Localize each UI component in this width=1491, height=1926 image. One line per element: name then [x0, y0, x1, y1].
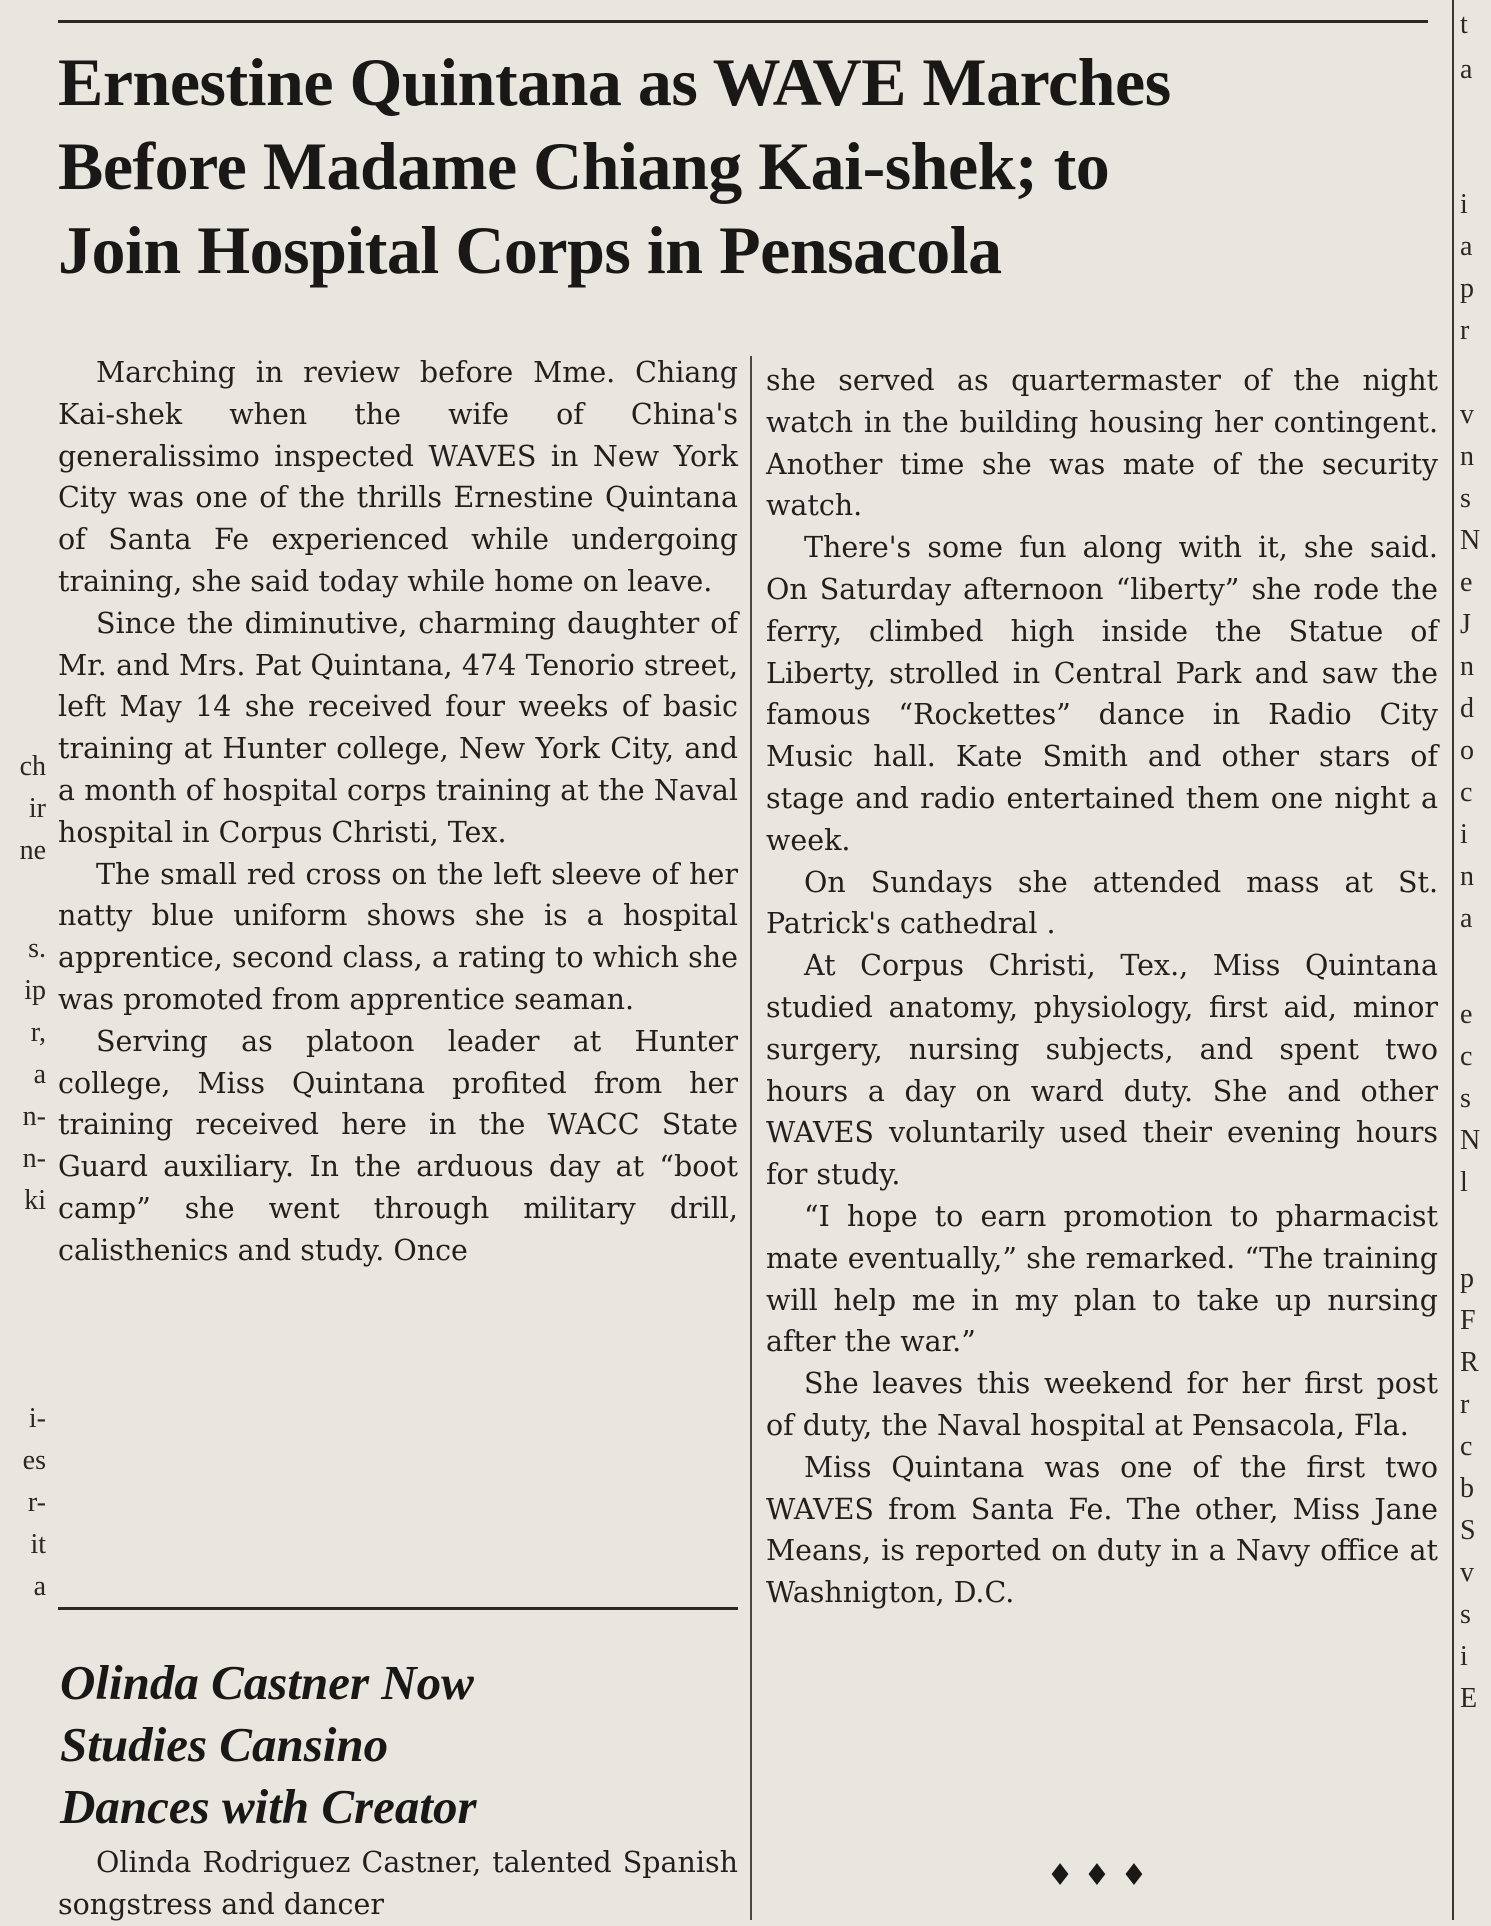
second-article-body	[58, 1842, 738, 1926]
fragment-text: ch	[19, 751, 46, 782]
fragment-text: s.	[28, 933, 46, 964]
fragment-text: i	[1460, 1641, 1468, 1672]
fragment-text: a	[33, 1571, 46, 1602]
article-right-column	[766, 360, 1438, 1614]
subhead-line: Olinda Castner Now	[60, 1655, 474, 1710]
fragment-text: b	[1460, 1473, 1474, 1504]
fragment-text: i	[1460, 189, 1468, 220]
fragment-text: ne	[19, 835, 46, 866]
fragment-text: n-	[22, 1143, 46, 1174]
fragment-text: i	[1460, 819, 1468, 850]
fragment-text: v	[1460, 399, 1474, 430]
left-column-fragments	[0, 0, 52, 1920]
second-article-headline	[60, 1652, 740, 1838]
fragment-text: n	[1460, 441, 1474, 472]
fragment-text: n	[1460, 861, 1474, 892]
article-paragraph: Marching in review before Mme. Chiang Kai-shek when the wife of China's generalissimo inspected WAVES in New York City was one of the thrills Ernestine Quintana of Santa Fe experienced while undergoing training, she said today while home on leave.	[58, 356, 738, 598]
fragment-text: v	[1460, 1557, 1474, 1588]
article-paragraph: The small red cross on the left sleeve of her natty blue uniform shows she is a hospital apprentice, second class, a rating to which she was promoted from apprentice seaman.	[58, 857, 738, 1016]
fragment-text: c	[1460, 1431, 1473, 1462]
fragment-text: F	[1460, 1305, 1476, 1336]
fragment-text: es	[22, 1445, 46, 1476]
section-rule	[58, 1607, 738, 1610]
fragment-text: r	[1460, 1389, 1470, 1420]
fragment-text: r,	[30, 1017, 46, 1048]
fragment-text: c	[1460, 1041, 1473, 1072]
article-left-column	[58, 352, 738, 1272]
fragment-text: ir	[28, 793, 46, 824]
article-paragraph: “I hope to earn promotion to pharmacist mate eventually,” she remarked. “The training will help me in my plan to take up nursing after the war.”	[766, 1199, 1438, 1359]
fragment-text: r-	[27, 1487, 46, 1518]
article-paragraph: Miss Quintana was one of the first two WAVES from Santa Fe. The other, Miss Jane Means, is reported on duty in a Navy office at Washnigton, D.C.	[766, 1450, 1438, 1610]
article-paragraph-continued: she served as quartermaster of the night watch in the building housing her contingent. Another time she was mate of the security watch.	[766, 364, 1438, 523]
fragment-text: e	[1460, 999, 1473, 1030]
fragment-text: e	[1460, 567, 1473, 598]
headline-line: Ernestine Quintana as WAVE Marches	[58, 44, 1171, 120]
fragment-text: d	[1460, 693, 1474, 724]
fragment-text: n-	[22, 1101, 46, 1132]
headline-line: Join Hospital Corps in Pensacola	[58, 212, 1002, 288]
fragment-text: E	[1460, 1683, 1478, 1714]
fragment-text: J	[1460, 609, 1471, 640]
column-divider	[750, 356, 752, 1920]
fragment-text: i-	[28, 1403, 46, 1434]
fragment-text: N	[1460, 1125, 1481, 1156]
subhead-line: Dances with Creator	[60, 1779, 477, 1834]
end-mark: ♦♦♦	[1046, 1858, 1158, 1893]
fragment-text: c	[1460, 777, 1473, 808]
article-paragraph: Serving as platoon leader at Hunter college, Miss Quintana profited from her training received here in the WACC State Guard auxiliary. In the arduous day at “boot camp” she went through military drill, calisthenics and study. Once	[58, 1024, 738, 1267]
article-paragraph: She leaves this weekend for her first post of duty, the Naval hospital at Pensacola, Fla.	[766, 1367, 1438, 1442]
right-column-fragments	[1452, 0, 1491, 1920]
fragment-text: it	[30, 1529, 46, 1560]
fragment-text: s	[1460, 483, 1471, 514]
article-paragraph: There's some fun along with it, she said. On Saturday afternoon “liberty” she rode the ferry, climbed high inside the Statue of Liberty, strolled in Central Park and saw the famous “Rockettes” dance in Radio City Music hall. Kate Smith and other stars of stage and radio entertained them one night a week.	[766, 531, 1438, 857]
subhead-line: Studies Cansino	[60, 1717, 389, 1772]
fragment-text: t	[1460, 9, 1468, 40]
article-paragraph: On Sundays she attended mass at St. Patrick's cathedral .	[766, 865, 1438, 941]
fragment-text: ki	[24, 1185, 46, 1216]
fragment-text: l	[1460, 1167, 1468, 1198]
fragment-text: R	[1460, 1347, 1479, 1378]
fragment-text: s	[1460, 1599, 1471, 1630]
article-paragraph: Olinda Rodriguez Castner, talented Spanish songstress and dancer	[58, 1846, 738, 1921]
top-rule	[58, 20, 1428, 23]
fragment-text: o	[1460, 735, 1474, 766]
fragment-text: p	[1460, 1263, 1474, 1294]
fragment-text: a	[1460, 231, 1473, 262]
fragment-text: a	[1460, 54, 1473, 85]
fragment-text: N	[1460, 525, 1481, 556]
fragment-text: a	[33, 1059, 46, 1090]
fragment-text: r	[1460, 315, 1470, 346]
article-paragraph: At Corpus Christi, Tex., Miss Quintana studied anatomy, physiology, first aid, minor surgery, nursing subjects, and spent two hours a day on ward duty. She and other WAVES voluntarily used their evening hours for study.	[766, 949, 1438, 1192]
headline-line: Before Madame Chiang Kai-shek; to	[58, 128, 1110, 204]
fragment-text: p	[1460, 273, 1474, 304]
fragment-text: s	[1460, 1083, 1471, 1114]
headline	[58, 40, 1448, 292]
fragment-text: a	[1460, 903, 1473, 934]
fragment-text: S	[1460, 1515, 1476, 1546]
article-paragraph: Since the diminutive, charming daughter of Mr. and Mrs. Pat Quintana, 474 Tenorio street, left May 14 she received four weeks of basic training at Hunter college, New York City, and a month of hospital corps training at the Naval hospital in Corpus Christi, Tex.	[58, 606, 738, 849]
fragment-text: ip	[24, 975, 46, 1006]
fragment-text: n	[1460, 651, 1474, 682]
